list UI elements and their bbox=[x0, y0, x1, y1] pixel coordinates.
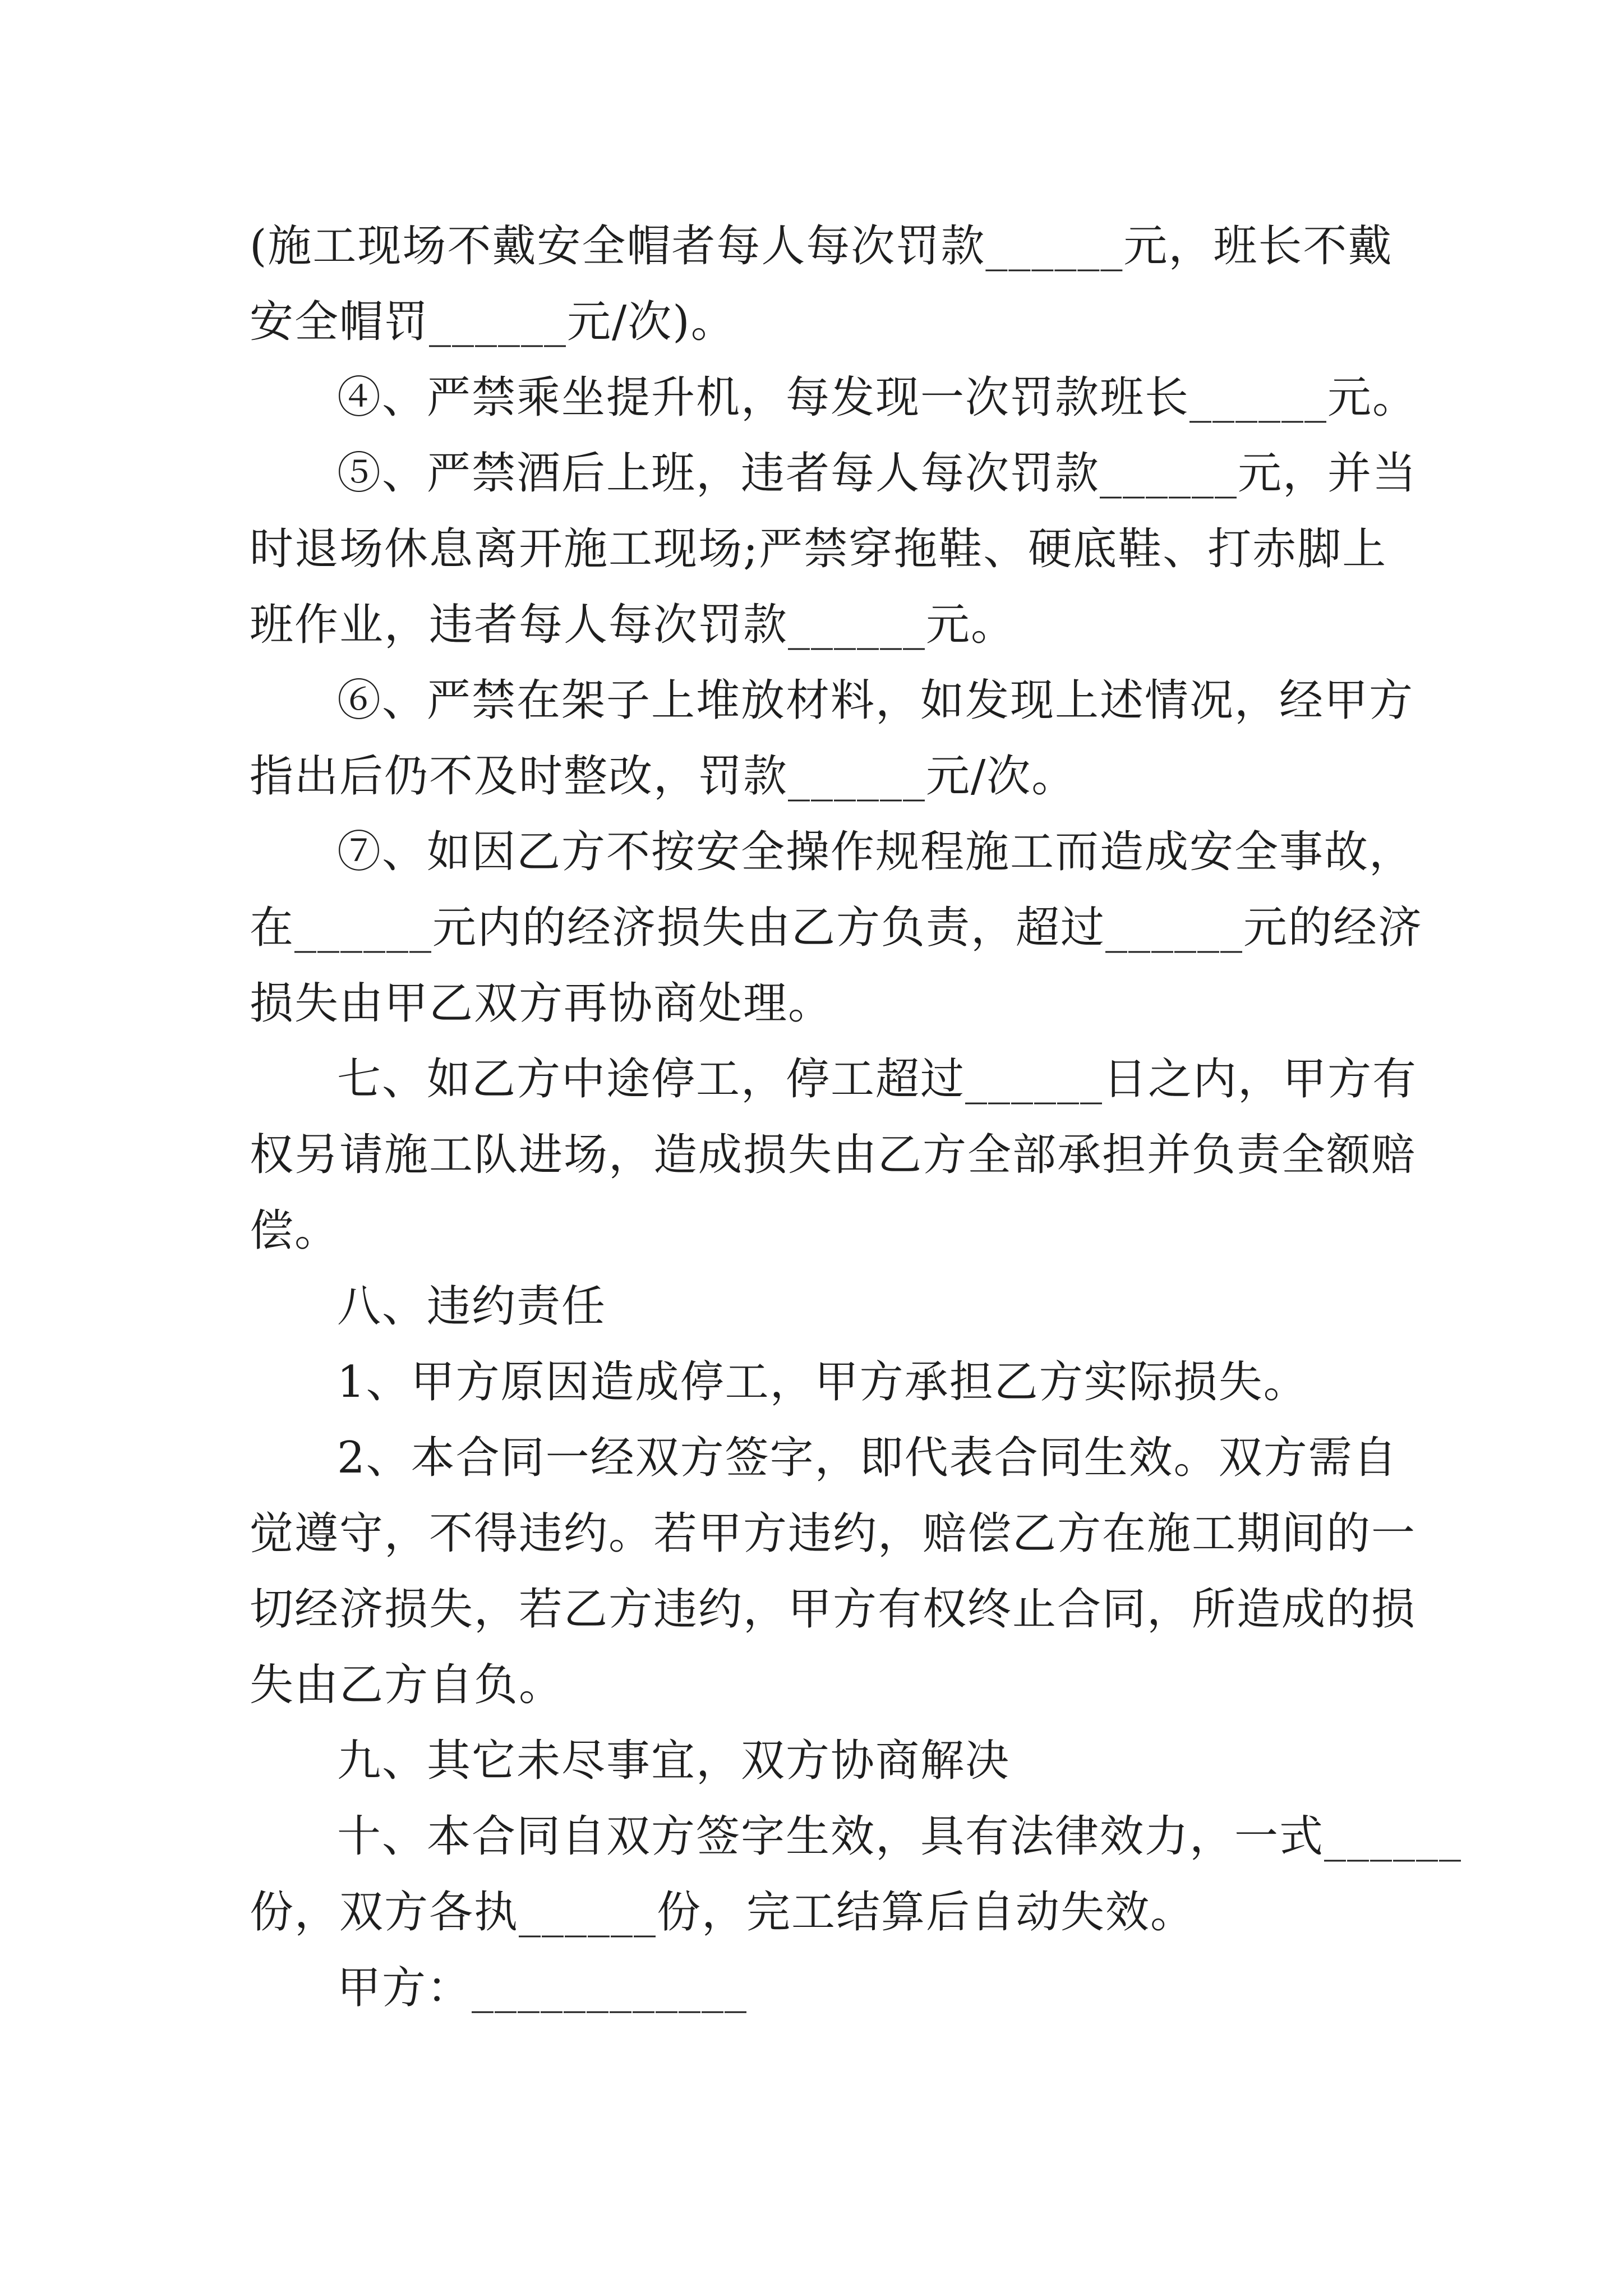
text-line: 指出后仍不及时整改，罚款______元/次。 bbox=[250, 751, 1077, 802]
text-line: ⑦、如因乙方不按安全操作规程施工而造成安全事故， bbox=[337, 827, 1414, 877]
text-line: 安全帽罚______元/次)。 bbox=[250, 297, 736, 347]
section-heading: 八、违约责任 bbox=[337, 1281, 607, 1332]
text-line: ⑤、严禁酒后上班，违者每人每次罚款______元，并当 bbox=[337, 448, 1418, 499]
text-line: 十、本合同自双方签字生效，具有法律效力，一式______ bbox=[337, 1811, 1463, 1862]
text-line: 七、如乙方中途停工，停工超过______日之内，甲方有 bbox=[337, 1054, 1418, 1105]
text-line: 失由乙方自负。 bbox=[250, 1660, 564, 1710]
text-line: 觉遵守，不得违约。若甲方违约，赔偿乙方在施工期间的一 bbox=[250, 1508, 1417, 1559]
text-line: ⑥、严禁在架子上堆放材料，如发现上述情况，经甲方 bbox=[337, 675, 1414, 726]
text-line: 偿。 bbox=[250, 1205, 340, 1256]
party-a-signature-line: 甲方：____________ bbox=[337, 1963, 748, 2013]
text-line: 损失由甲乙双方再协商处理。 bbox=[250, 978, 833, 1029]
text-line: 切经济损失，若乙方违约，甲方有权终止合同，所造成的损 bbox=[250, 1584, 1417, 1635]
text-line: 九、其它未尽事宜，双方协商解决 bbox=[337, 1736, 1011, 1786]
text-line: 在______元内的经济损失由乙方负责，超过______元的经济 bbox=[250, 903, 1423, 953]
contract-body bbox=[250, 209, 1463, 2026]
text-line: 2、本合同一经双方签字，即代表合同生效。双方需自 bbox=[337, 1433, 1398, 1483]
text-line: 时退场休息离开施工现场;严禁穿拖鞋、硬底鞋、打赤脚上 bbox=[250, 524, 1387, 574]
text-line: 份，双方各执______份，完工结算后自动失效。 bbox=[250, 1887, 1196, 1938]
text-line: 1、甲方原因造成停工，甲方承担乙方实际损失。 bbox=[337, 1357, 1308, 1407]
text-line: ④、严禁乘坐提升机，每发现一次罚款班长______元。 bbox=[337, 372, 1418, 423]
text-line: 班作业，违者每人每次罚款______元。 bbox=[250, 600, 1016, 650]
text-line: 权另请施工队进场，造成损失由乙方全部承担并负责全额赔 bbox=[250, 1130, 1417, 1180]
text-line: (施工现场不戴安全帽者每人每次罚款______元，班长不戴 bbox=[250, 221, 1393, 272]
